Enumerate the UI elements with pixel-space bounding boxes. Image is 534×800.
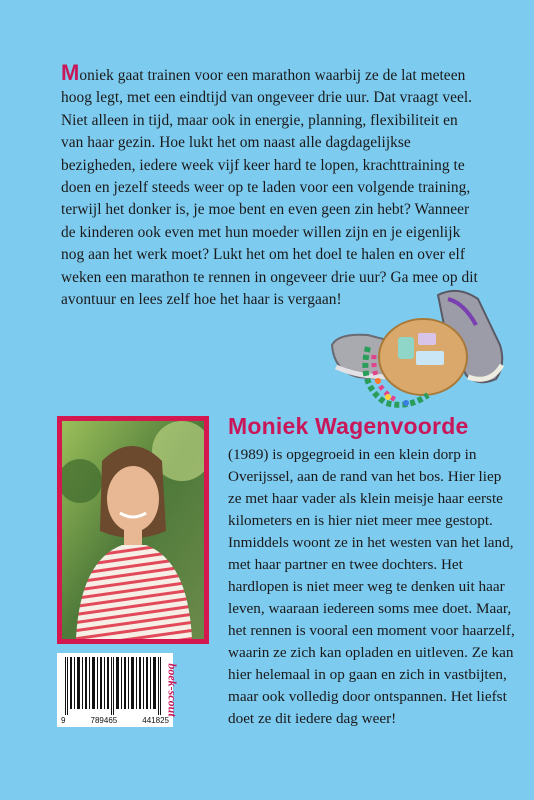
author-photo: [62, 421, 204, 639]
barcode-group-2: 441825: [142, 716, 169, 725]
barcode-prefix: 9: [61, 716, 66, 725]
barcode-bars: [57, 653, 173, 715]
author-name-heading: Moniek Wagenvoorde: [228, 413, 469, 439]
isbn-barcode: [57, 653, 173, 727]
publisher-logo: boek-scout: [165, 663, 180, 717]
author-bio: (1989) is opgegroeid in een klein dorp in Overijssel, aan de rand van het bos. Hier liep ze met haar vader als klein meisje haar eerste kilometers en is hier niet meer mee gestopt. Inmiddels woont ze in het westen van het land, met haar partner en twee dochters. Het hardlopen is niet meer weg te denken uit haar leven, waaraan iedereen soms mee doet. Maar, het rennen is vooral een moment voor haarzelf, waarin ze zich kan opladen en uitleven. Ze kan hier helemaal in op gaan en zich in vastbijten, maar ook volledig door ontspannen. Het liefst doet ze dit iedere dag weer!: [228, 446, 515, 727]
barcode-group-1: 789465: [90, 716, 118, 725]
barcode-digits: [61, 716, 169, 725]
back-cover-blurb: [61, 60, 481, 311]
blurb-text: oniek gaat trainen voor een marathon waarbij ze de lat meteen hoog legt, met een eindtijd van ongeveer drie uur. Dat vraagt veel. Niet alleen in tijd, maar ook in energie, planning, flexibiliteit en van haar gezin. Hoe lukt het om naast alle dagdagelijkse bezigheden, iedere week vijf keer hard te lopen, krachttraining te doen en jezelf steeds weer op te laden voor een volgende training, terwijl het donker is, je moe bent en even geen zin hebt? Wanneer de kinderen ook even met hun moeder willen zijn en je eigenlijk nog aan het werk moet? Lukt het om het doel te halen en over elf weken een marathon te rennen in ongeveer drie uur? Ga mee op dit avontuur en lees zelf hoe het haar is vergaan!: [61, 67, 478, 309]
drop-cap: M: [61, 60, 80, 85]
author-photo-frame: [57, 416, 209, 644]
running-shoes-medal-illustration: [328, 285, 508, 410]
